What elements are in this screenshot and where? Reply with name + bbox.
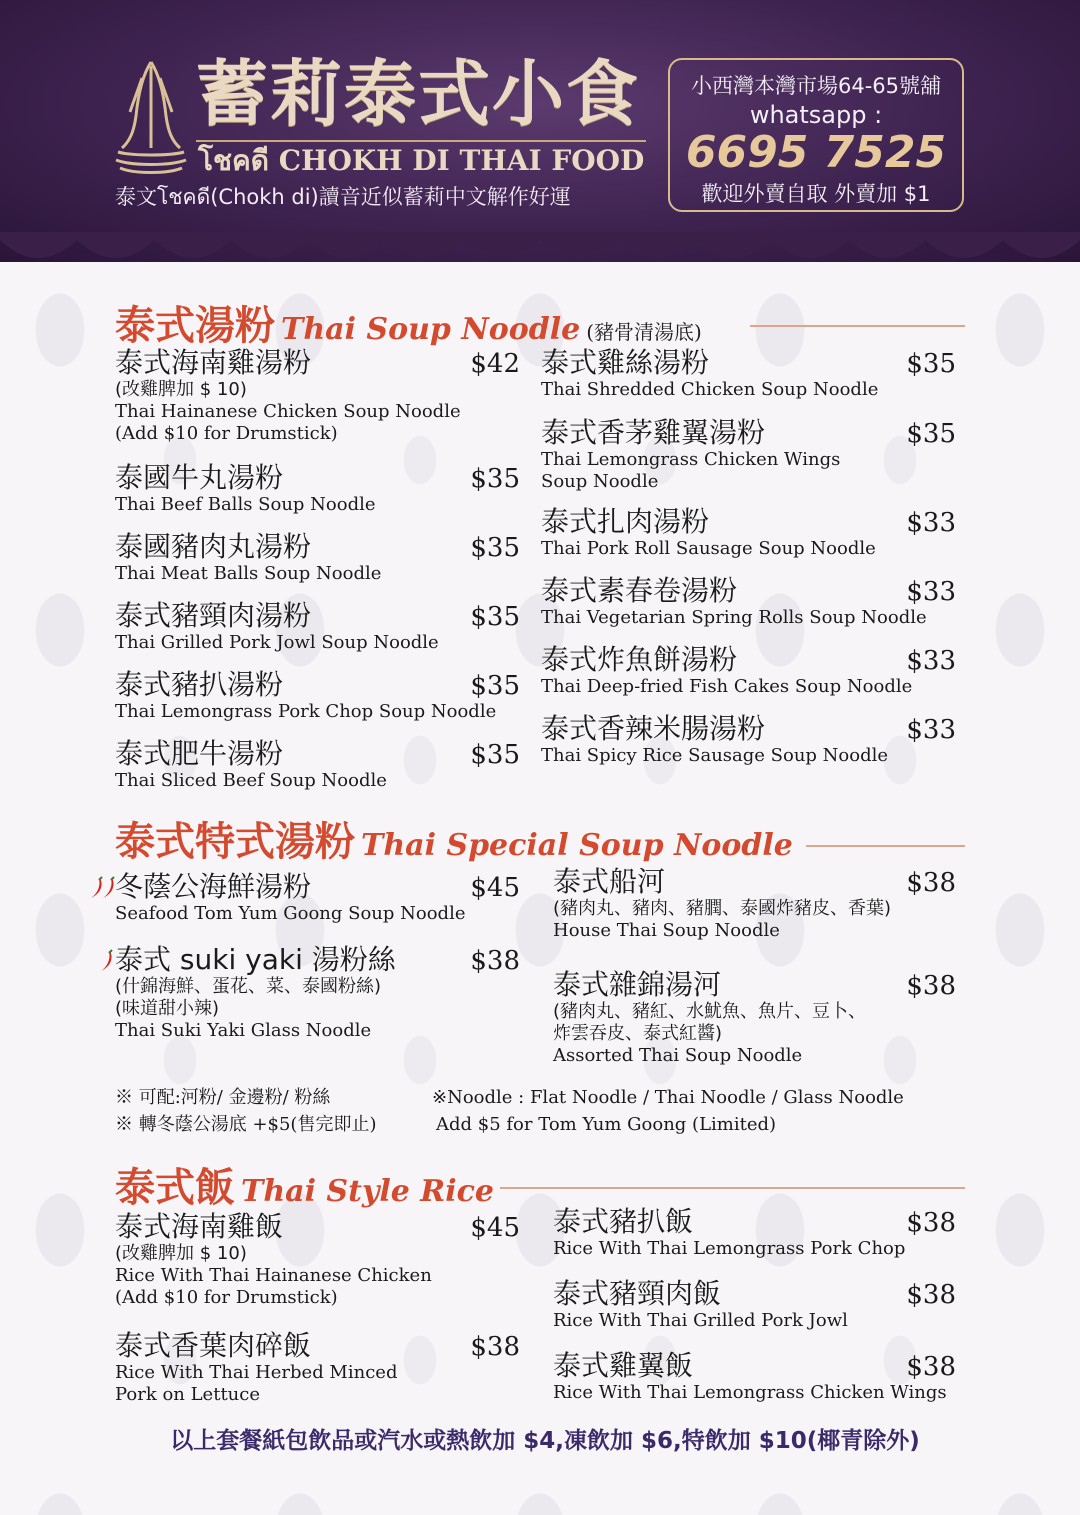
menu-item-description: Thai Suki Yaki Glass Noodle: [115, 1020, 372, 1041]
menu-item-description: Thai Beef Balls Soup Noodle: [115, 494, 376, 515]
section-title-english: Thai Special Soup Noodle: [361, 828, 793, 863]
menu-item-description: Thai Lemongrass Chicken Wings: [541, 449, 841, 470]
menu-item: [541, 574, 956, 634]
menu-item-name: 泰式香辣米腸湯粉: [541, 712, 766, 745]
menu-item: [115, 461, 520, 521]
menu-item-name: 泰式炸魚餅湯粉: [541, 643, 738, 676]
menu-item-description: (豬肉丸、豬紅、水魷魚、魚片、豆卜、: [553, 1001, 867, 1022]
menu-item-name: 泰式扎肉湯粉: [541, 505, 710, 538]
menu-item-name: 泰式豬扒飯: [553, 1205, 694, 1238]
menu-item-price: $38: [470, 1332, 520, 1362]
section-title-english: Thai Style Rice: [241, 1174, 494, 1209]
menu-item-price: $35: [470, 740, 520, 770]
menu-item-name: 泰式雜錦湯河: [553, 968, 722, 1001]
section-heading-special: [115, 810, 793, 865]
menu-item-price: $38: [906, 1280, 956, 1310]
menu-item-price: $38: [906, 1208, 956, 1238]
special-note-2: ※Noodle : Flat Noodle / Thai Noodle / Glass Noodle: [432, 1087, 904, 1108]
section-note: (豬骨清湯底): [586, 320, 702, 344]
menu-item: [115, 943, 520, 1047]
section-title-chinese: 泰式飯: [115, 1165, 235, 1211]
section-title-chinese: 泰式特式湯粉: [115, 819, 355, 865]
menu-item-name: 泰式香茅雞翼湯粉: [541, 416, 766, 449]
menu-item-description: Thai Lemongrass Pork Chop Soup Noodle: [115, 701, 497, 722]
chili-pepper-icon: [87, 876, 117, 900]
set-meal-drink-note: 以上套餐紙包飲品或汽水或熱飲加 $4,凍飲加 $6,特飲加 $10(椰青除外): [170, 1428, 920, 1454]
menu-item-description: Seafood Tom Yum Goong Soup Noodle: [115, 903, 466, 924]
menu-item-price: $42: [470, 349, 520, 379]
menu-item-description: Thai Spicy Rice Sausage Soup Noodle: [541, 745, 889, 766]
menu-item-name: 泰式豬頸肉飯: [553, 1277, 722, 1310]
menu-item-name: 泰式船河: [553, 865, 666, 898]
section-rule: [806, 845, 965, 847]
menu-item-name: 泰式 suki yaki 湯粉絲: [115, 943, 396, 976]
menu-item-description: Soup Noodle: [541, 471, 659, 492]
menu-item-description: Thai Meat Balls Soup Noodle: [115, 563, 382, 584]
restaurant-subtitle: 泰文โชคดี(Chokh di)讀音近似蓄莉中文解作好運: [115, 185, 571, 209]
section-heading-soup: [115, 294, 702, 349]
menu-item-name: 泰式豬扒湯粉: [115, 668, 284, 701]
menu-item-name: 泰國牛丸湯粉: [115, 461, 284, 494]
menu-item-price: $35: [470, 671, 520, 701]
menu-item-price: $45: [470, 1213, 520, 1243]
takeaway-note: 歡迎外賣自取 外賣加 $1: [701, 182, 931, 206]
menu-item: [541, 416, 956, 498]
whatsapp-label: whatsapp :: [749, 101, 883, 129]
header-banner: [0, 0, 1080, 262]
menu-item-description: Rice With Thai Grilled Pork Jowl: [553, 1310, 848, 1331]
menu-item-description: (改雞脾加 $ 10): [115, 1243, 247, 1264]
menu-item: [553, 1277, 956, 1337]
menu-item: [115, 1329, 520, 1411]
menu-item-price: $33: [906, 577, 956, 607]
menu-item-description: (豬肉丸、豬肉、豬膶、泰國炸豬皮、香葉): [553, 898, 892, 919]
menu-item-description: Pork on Lettuce: [115, 1384, 261, 1405]
menu-item-price: $33: [906, 508, 956, 538]
menu-item-price: $33: [906, 715, 956, 745]
phone-number[interactable]: 6695 7525: [685, 127, 947, 178]
menu-item: [115, 599, 520, 659]
menu-item: [553, 1349, 956, 1409]
menu-item-price: $35: [470, 464, 520, 494]
menu-item: [115, 530, 520, 590]
menu-item-price: $45: [470, 873, 520, 903]
menu-item-price: $38: [906, 868, 956, 898]
praying-hands-icon: [112, 56, 190, 176]
special-note-1: ※ 可配:河粉/ 金邊粉/ 粉絲: [115, 1087, 331, 1108]
menu-item-description: Rice With Thai Lemongrass Chicken Wings: [553, 1382, 947, 1403]
menu-item: [541, 712, 956, 772]
menu-item-description: Thai Deep-fried Fish Cakes Soup Noodle: [541, 676, 913, 697]
menu-item-price: $35: [470, 533, 520, 563]
menu-item-description: (Add $10 for Drumstick): [115, 423, 338, 444]
menu-item-price: $35: [906, 419, 956, 449]
menu-item-name: 泰式海南雞飯: [115, 1210, 284, 1243]
restaurant-title-chinese: 蓄莉泰式小食: [196, 52, 641, 136]
menu-item: [115, 737, 520, 797]
menu-item-description: Thai Vegetarian Spring Rolls Soup Noodle: [541, 607, 927, 628]
chili-pepper-icon: [87, 949, 117, 973]
menu-item-description: Rice With Thai Hainanese Chicken: [115, 1265, 432, 1286]
menu-item-description: Thai Pork Roll Sausage Soup Noodle: [541, 538, 876, 559]
menu-item: [553, 1205, 956, 1265]
menu-item-description: Rice With Thai Herbed Minced: [115, 1362, 398, 1383]
menu-item-description: (Add $10 for Drumstick): [115, 1287, 338, 1308]
menu-item: [541, 346, 956, 406]
menu-item: [115, 870, 520, 930]
menu-item: [553, 968, 956, 1072]
menu-item-name: 泰式海南雞湯粉: [115, 346, 312, 379]
menu-item-price: $38: [470, 946, 520, 976]
menu-item-price: $33: [906, 646, 956, 676]
menu-item-description: Assorted Thai Soup Noodle: [553, 1045, 803, 1066]
menu-item-description: Thai Grilled Pork Jowl Soup Noodle: [115, 632, 439, 653]
menu-item-name: 泰式豬頸肉湯粉: [115, 599, 312, 632]
menu-item-description: Thai Hainanese Chicken Soup Noodle: [115, 401, 461, 422]
contact-address: 小西灣本灣市場64-65號舖: [690, 74, 942, 98]
menu-item: [115, 668, 520, 728]
menu-item-name: 泰式素春卷湯粉: [541, 574, 738, 607]
menu-item-description: (什錦海鮮、蛋花、菜、泰國粉絲): [115, 976, 382, 997]
menu-item-name: 泰式雞絲湯粉: [541, 346, 710, 379]
menu-item-name: 泰式雞翼飯: [553, 1349, 694, 1382]
section-title-chinese: 泰式湯粉: [115, 303, 275, 349]
special-note-3: ※ 轉冬蔭公湯底 +$5(售完即止): [115, 1114, 377, 1135]
menu-item-description: (味道甜小辣): [115, 998, 220, 1019]
menu-item-name: 泰式肥牛湯粉: [115, 737, 284, 770]
menu-item-name: 冬蔭公海鮮湯粉: [115, 870, 312, 903]
header-scallop-edge: [0, 232, 1080, 272]
section-title-english: Thai Soup Noodle: [281, 312, 581, 347]
restaurant-title-english: โชคดี CHOKH DI THAI FOOD: [198, 144, 645, 177]
menu-item-name: 泰國豬肉丸湯粉: [115, 530, 312, 563]
menu-item-description: Rice With Thai Lemongrass Pork Chop: [553, 1238, 906, 1259]
menu-item: [541, 505, 956, 565]
title-divider: [196, 140, 646, 142]
section-rule: [500, 1187, 965, 1189]
menu-item: [115, 346, 520, 450]
menu-item-description: 炸雲吞皮、泰式紅醬): [553, 1023, 723, 1044]
section-rule: [750, 325, 965, 327]
menu-item: [115, 1210, 520, 1314]
menu-item-price: $35: [906, 349, 956, 379]
menu-item-price: $38: [906, 971, 956, 1001]
menu-item-price: $38: [906, 1352, 956, 1382]
menu-item-description: Thai Sliced Beef Soup Noodle: [115, 770, 387, 791]
menu-item: [541, 643, 956, 703]
menu-item-description: (改雞脾加 $ 10): [115, 379, 247, 400]
section-heading-rice: [115, 1156, 494, 1211]
special-note-4: Add $5 for Tom Yum Goong (Limited): [436, 1114, 777, 1135]
menu-item-name: 泰式香葉肉碎飯: [115, 1329, 312, 1362]
contact-box: [668, 58, 964, 212]
menu-item-description: Thai Shredded Chicken Soup Noodle: [541, 379, 879, 400]
menu-item: [553, 865, 956, 947]
menu-item-price: $35: [470, 602, 520, 632]
menu-item-description: House Thai Soup Noodle: [553, 920, 780, 941]
